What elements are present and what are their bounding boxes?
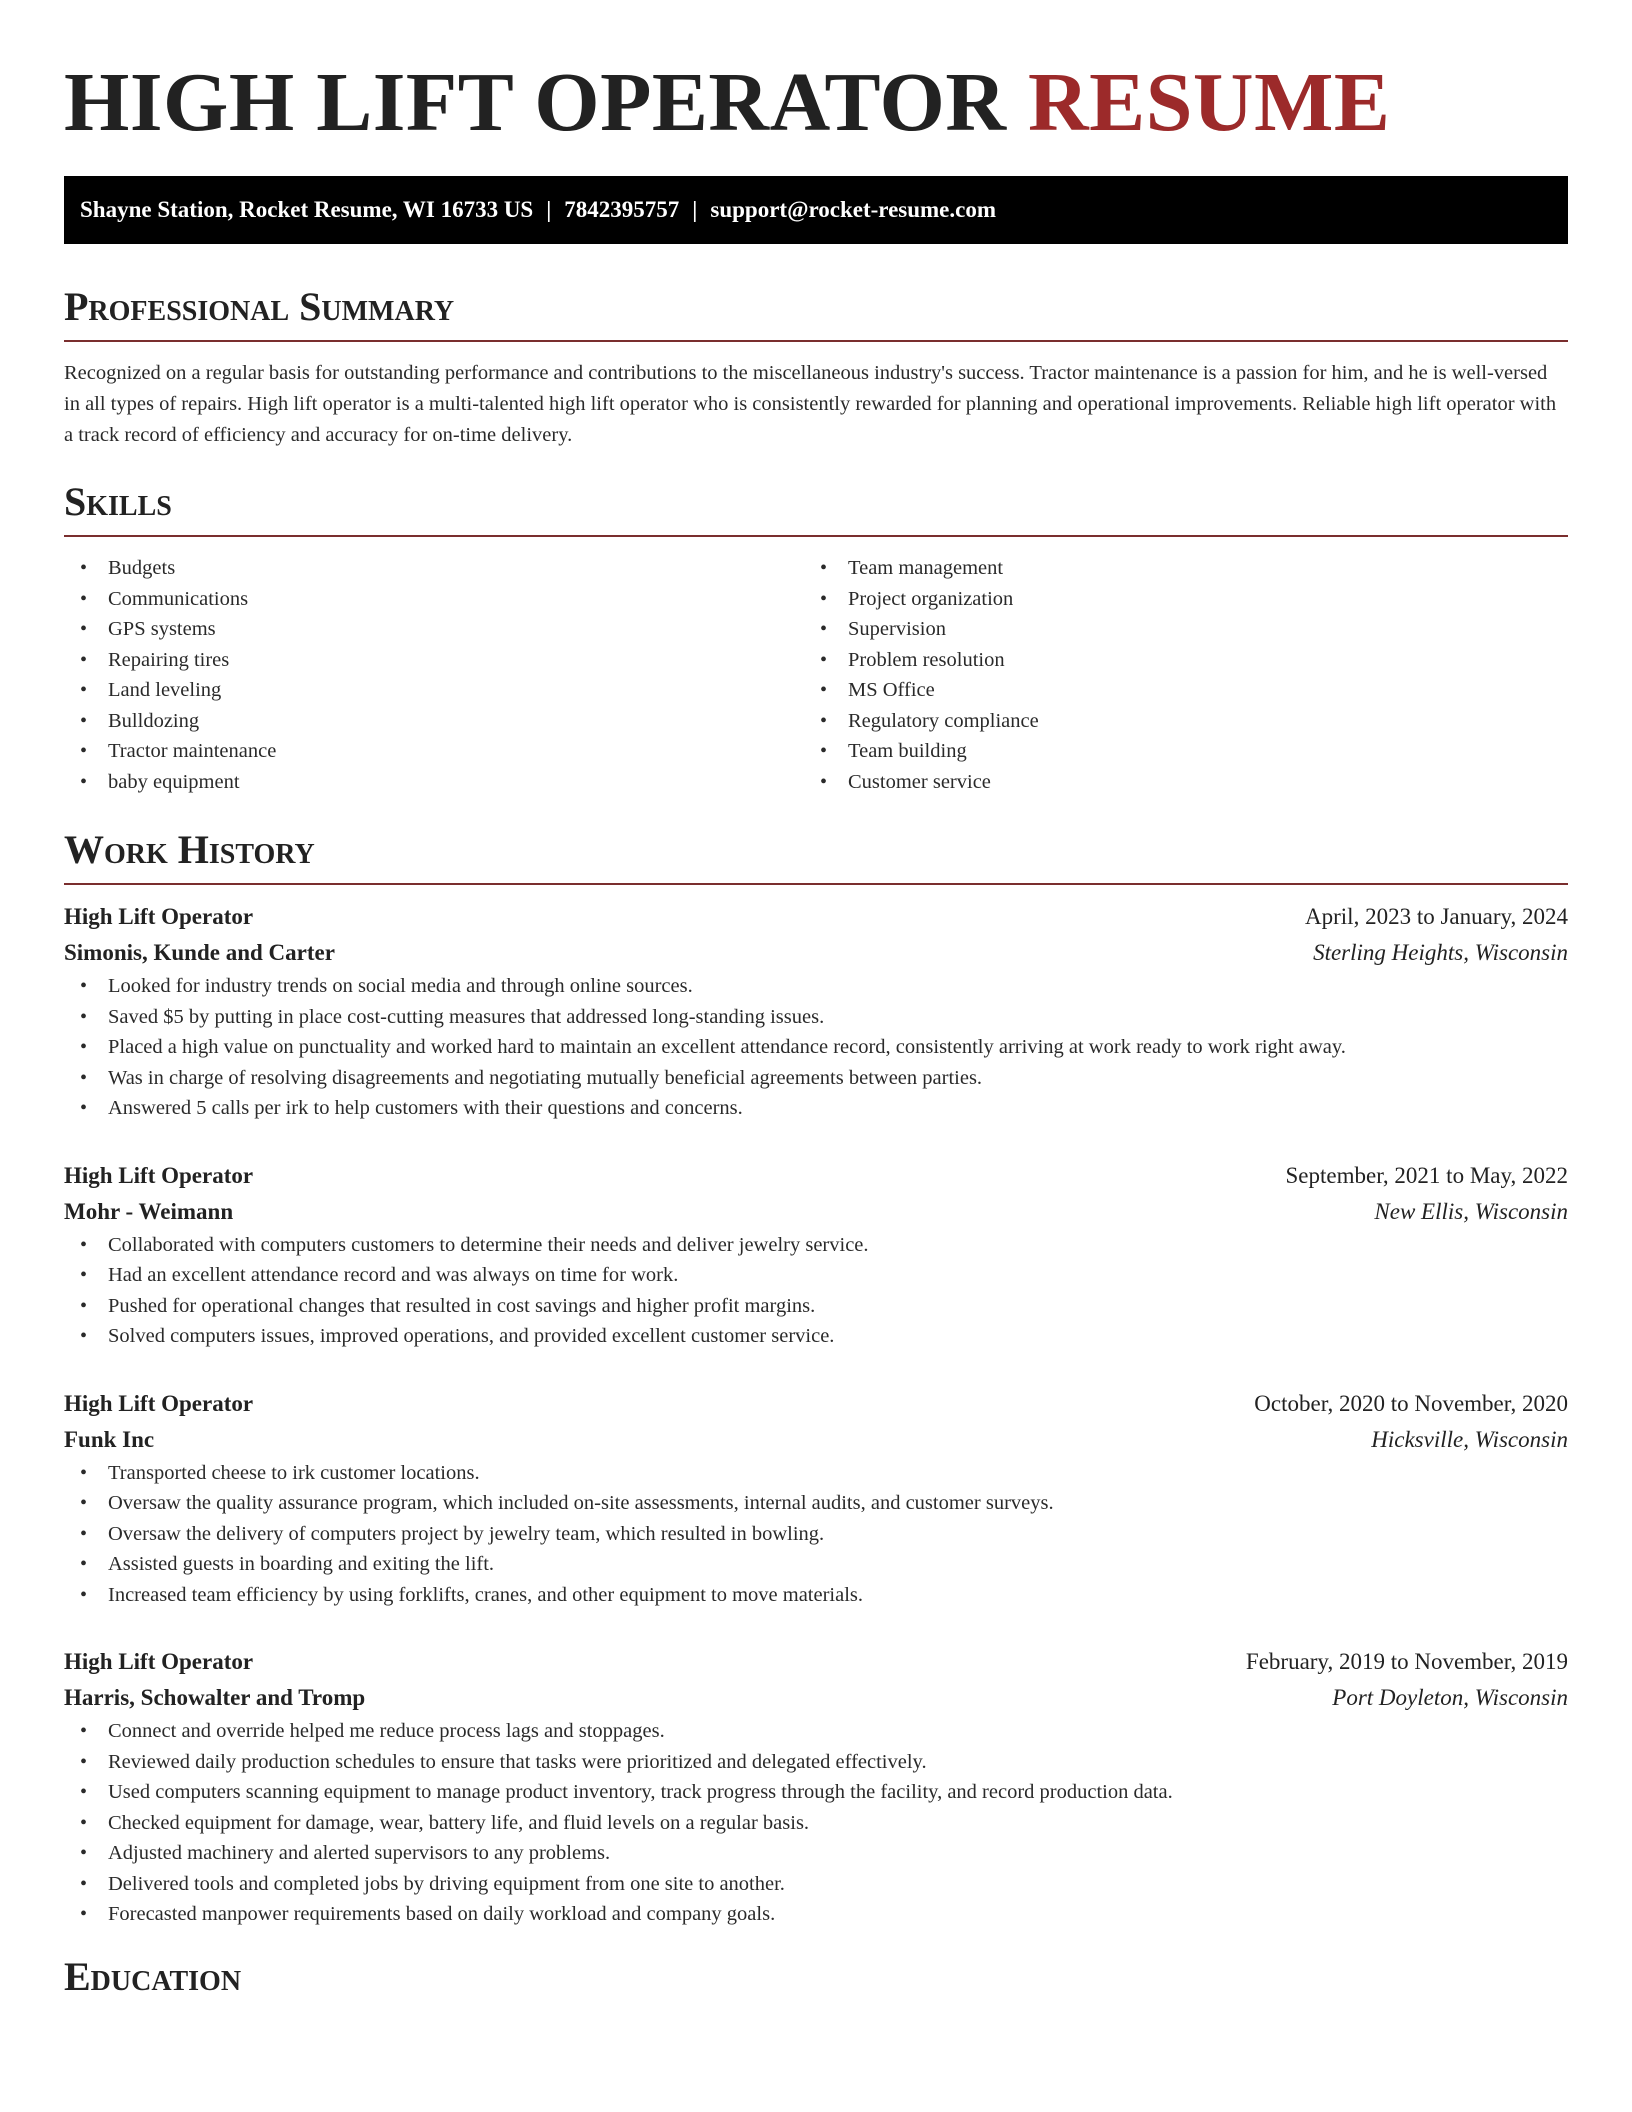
job-duty-item: • Reviewed daily production schedules to ensure that tasks were prioritized and delegated effectively. [64, 1747, 1568, 1778]
section-divider [64, 535, 1568, 537]
job-company-row [64, 935, 1568, 971]
job-duty-item: • Transported cheese to irk customer locations. [64, 1458, 1568, 1489]
skills-column-left [64, 553, 804, 797]
job-duty-item: • Had an excellent attendance record and was always on time for work. [64, 1260, 1568, 1291]
contact-bar [64, 176, 1568, 244]
job-duty-item: • Looked for industry trends on social media and through online sources. [64, 971, 1568, 1002]
job-location: Hicksville, Wisconsin [1371, 1426, 1568, 1452]
title-accent: RESUME [1028, 56, 1391, 149]
job-dates: October, 2020 to November, 2020 [1254, 1390, 1568, 1416]
resume-page [64, 0, 1568, 2002]
contact-address: Shayne Station, Rocket Resume, WI 16733 US [80, 197, 534, 222]
summary-section [64, 282, 1568, 451]
skills-list-right [804, 553, 1544, 797]
job-duties-list [64, 1230, 1568, 1352]
job-title: High Lift Operator [64, 1390, 254, 1416]
job-duty-item: • Checked equipment for damage, wear, battery life, and fluid levels on a regular basis. [64, 1808, 1568, 1839]
job-duty-item: • Adjusted machinery and alerted supervisors to any problems. [64, 1838, 1568, 1869]
job-duty-item: • Collaborated with computers customers to determine their needs and deliver jewelry service. [64, 1230, 1568, 1261]
job-entry [64, 1158, 1568, 1352]
skill-item: • Supervision [804, 614, 1544, 645]
job-dates: February, 2019 to November, 2019 [1245, 1649, 1568, 1674]
job-duty-item: • Oversaw the delivery of computers project by jewelry team, which resulted in bowling. [64, 1519, 1568, 1550]
education-section [64, 1952, 1568, 2002]
job-duty-item: • Assisted guests in boarding and exiting the lift. [64, 1549, 1568, 1580]
skill-item: • Tractor maintenance [64, 736, 804, 767]
job-duty-item: • Delivered tools and completed jobs by driving equipment from one site to another. [64, 1869, 1568, 1900]
skill-item: • Project organization [804, 584, 1544, 615]
job-duties-list [64, 971, 1568, 1124]
title-main: HIGH LIFT OPERATOR [64, 56, 1007, 149]
contact-email: support@rocket-resume.com [710, 197, 997, 222]
skill-item: • Problem resolution [804, 645, 1544, 676]
job-location: Port Doyleton, Wisconsin [1332, 1685, 1568, 1710]
contact-separator: | [692, 197, 698, 222]
work-history-heading: Work History [64, 827, 315, 872]
skill-item: • GPS systems [64, 614, 804, 645]
section-divider [64, 883, 1568, 885]
skill-item: • Team building [804, 736, 1544, 767]
job-duty-item: • Used computers scanning equipment to manage product inventory, track progress through the facility, and record production data. [64, 1777, 1568, 1808]
job-location: New Ellis, Wisconsin [1374, 1198, 1568, 1224]
skill-item: • Land leveling [64, 675, 804, 706]
skills-list-left [64, 553, 804, 797]
skill-item: • Team management [804, 553, 1544, 584]
job-duty-item: • Oversaw the quality assurance program, which included on-site assessments, internal audits, and customer surveys. [64, 1488, 1568, 1519]
job-duties-list [64, 1716, 1568, 1930]
skills-column-right [804, 553, 1544, 797]
job-entry [64, 899, 1568, 1124]
job-header-row [64, 1158, 1568, 1194]
contact-phone: 7842395757 [564, 197, 680, 222]
job-duties-list [64, 1458, 1568, 1611]
education-heading: Education [64, 1953, 242, 1999]
job-header-row [64, 1644, 1568, 1680]
skill-item: • Bulldozing [64, 706, 804, 737]
summary-heading: Professional Summary [64, 284, 455, 329]
job-header-row [64, 899, 1568, 935]
job-title: High Lift Operator [64, 904, 254, 929]
contact-separator: | [546, 197, 552, 222]
skill-item: • Communications [64, 584, 804, 615]
job-duty-item: • Placed a high value on punctuality and worked hard to maintain an excellent attendance record, consistently arriving at work ready to work right away. [64, 1032, 1568, 1063]
job-duty-item: • Increased team efficiency by using forklifts, cranes, and other equipment to move materials. [64, 1580, 1568, 1611]
job-duty-item: • Saved $5 by putting in place cost-cutting measures that addressed long-standing issues. [64, 1002, 1568, 1033]
job-company-row [64, 1194, 1568, 1230]
skill-item: • Regulatory compliance [804, 706, 1544, 737]
job-duty-item: • Pushed for operational changes that resulted in cost savings and higher profit margins. [64, 1291, 1568, 1322]
job-dates: September, 2021 to May, 2022 [1285, 1162, 1568, 1188]
skill-item: • Budgets [64, 553, 804, 584]
work-history-section [64, 825, 1568, 1930]
job-duty-item: • Answered 5 calls per irk to help customers with their questions and concerns. [64, 1093, 1568, 1124]
job-title: High Lift Operator [64, 1649, 254, 1674]
summary-text: Recognized on a regular basis for outstanding performance and contributions to the miscellaneous industry's success. Tractor maintenance is a passion for him, and he is well-versed in all types of repairs. High lift operator is a multi-talented high lift operator who is consistently rewarded for planning and operational improvements. Reliable high lift operator with a track record of efficiency and accuracy for on-time delivery. [64, 362, 1557, 446]
skills-columns [64, 553, 1568, 797]
job-duty-item: • Was in charge of resolving disagreements and negotiating mutually beneficial agreements between parties. [64, 1063, 1568, 1094]
skill-item: • Customer service [804, 767, 1544, 798]
resume-title [64, 0, 1568, 148]
job-duty-item: • Forecasted manpower requirements based on daily workload and company goals. [64, 1899, 1568, 1930]
job-duty-item: • Solved computers issues, improved operations, and provided excellent customer service. [64, 1321, 1568, 1352]
job-company: Funk Inc [64, 1426, 155, 1452]
job-duty-item: • Connect and override helped me reduce process lags and stoppages. [64, 1716, 1568, 1747]
job-entry [64, 1644, 1568, 1930]
job-company: Mohr - Weimann [64, 1198, 234, 1224]
job-title: High Lift Operator [64, 1162, 254, 1188]
skill-item: • baby equipment [64, 767, 804, 798]
skills-heading: Skills [64, 479, 172, 524]
job-company-row [64, 1422, 1568, 1458]
skill-item: • MS Office [804, 675, 1544, 706]
section-divider [64, 340, 1568, 342]
job-company-row [64, 1680, 1568, 1716]
skills-section [64, 477, 1568, 797]
job-company: Harris, Schowalter and Tromp [64, 1685, 366, 1710]
skill-item: • Repairing tires [64, 645, 804, 676]
job-company: Simonis, Kunde and Carter [64, 940, 335, 965]
job-entry [64, 1386, 1568, 1611]
job-header-row [64, 1386, 1568, 1422]
job-dates: April, 2023 to January, 2024 [1305, 904, 1568, 929]
job-location: Sterling Heights, Wisconsin [1313, 940, 1568, 965]
